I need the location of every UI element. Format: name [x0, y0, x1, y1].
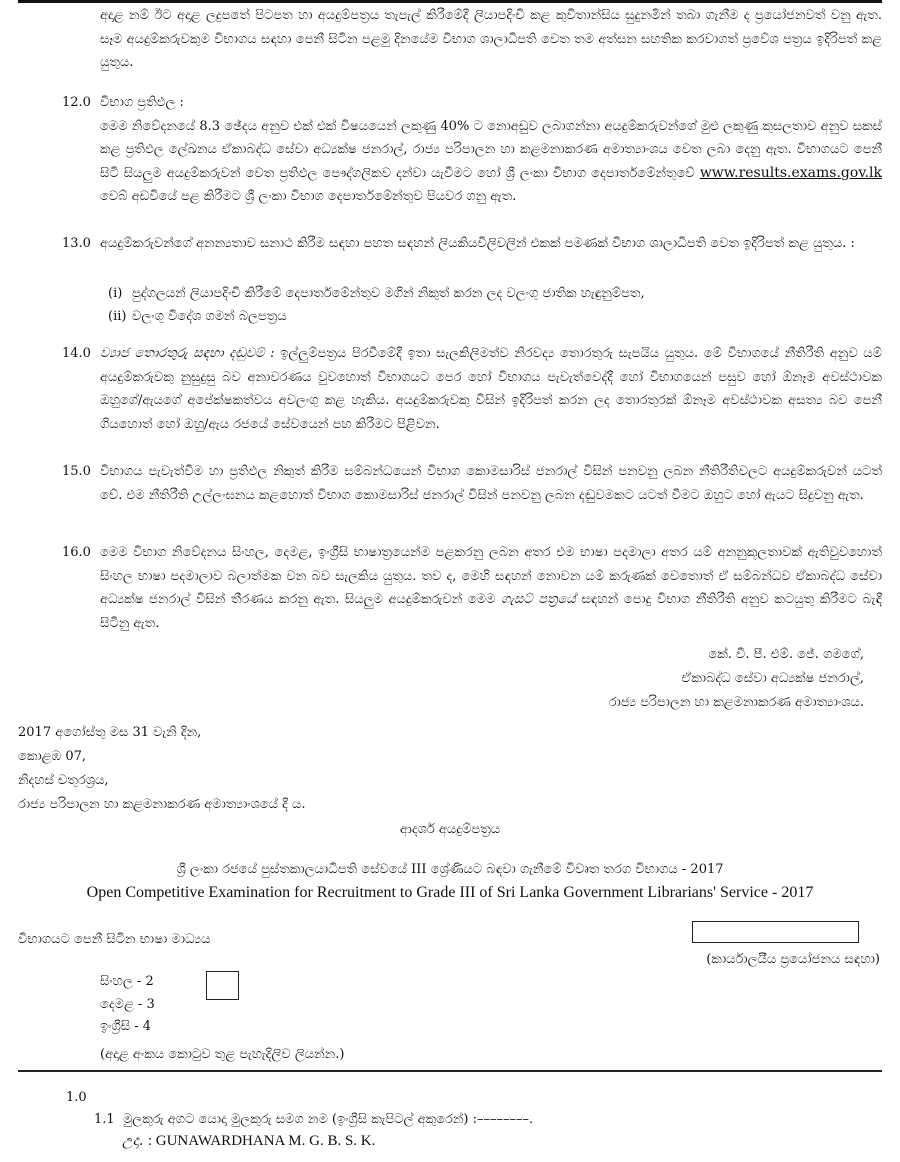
form-divider — [18, 1070, 882, 1072]
exam-title-sinhala: ශ්‍රී ලංකා රජයේ පුස්තකාලයාධිපති සේවයේ III ශ්‍රේණියට බඳවා ගැනීමේ විවෘත තරග විභාගය - 2017 — [176, 862, 724, 877]
issue-city: කොළඹ 07, — [18, 749, 87, 764]
identity-document-list — [108, 282, 645, 328]
office-use-label: (කාර්යාලයීය ප්‍රයෝජනය සඳහා) — [706, 952, 880, 967]
section-rules: විභාගය පැවැත්වීම හා ප්‍රතිඵල නිකුත් කිරීම සම්බන්ධයෙන් විභාග කොමසාරිස් ජනරාල් විසින් පනවනු ලබන නීතිරීතිවලට අයදුම්කරුවන් යටත් වේ. එම නීතිරීති උල්ලංඝනය කළහොත් විභාග කොමසාරිස් ජනරාල් විසින් පනවනු ලබන දඬුවමකට යටත් වීමට ඔහුට හෝ ඇයට සිදුවනු ඇත. — [100, 464, 882, 503]
signatory-title: ඒකාබද්ධ සේවා අධ්‍යක්ෂ ජනරාල්, — [681, 671, 864, 686]
language-tamil: දෙමළ - 3 — [100, 996, 155, 1012]
section-text: ඉල්ලුම්පත්‍රය පිරවීමේදී ඉතා සැලකිලිමත්ව නිරවද්‍ය තොරතුරු සැපයිය යුතුය. මේ විභාගයේ නීතිරීති අනුව යම් අයදුම්කරුවකු නුසුදුසු බව අනාවරණය වුවහොත් විභාගයට පෙර හෝ විභාගය පැවැත්වෙද්දී හෝ විභාගයෙන් පසුව හෝ ඕනෑම අවස්ථාවක ඔහුගේ/ඇයගේ අපේක්ෂකත්වය අවලංගු කළ හැකිය. අයදුම්කරුවකු විසින් ඉදිරිපත් කරන ලද තොරතුරක් ඕනෑම අවස්ථාවක අසත්‍ය බව පෙනී ගියහොත් හෝ ඔහු/ඇය රජයේ සේවයෙන් පහ කිරීමට පිළිවන. — [100, 346, 883, 432]
intro-paragraph: අදාළ නම් ඊට අදාළ ලදුපතේ පිටපත හා අයදුම්පත්‍රය තැපැල් කිරීමේදී ලියාපදිංචි කළ කුවිතාන්සිය සුදුනමින් තබා ගැනීම ද ප්‍රයෝජනවත් වනු ඇත. සෑම අයදුම්කරුවකුම විභාගය සඳහා පෙනී සිටින පළමු දිනයේම විභාග ශාලාධිපති වෙත තම අත්සන සහතික කරවාගත් ප්‍රවේශ පත්‍රය ඉදිරිපත් කළ යුතුය. — [100, 8, 882, 70]
section-number: 15.0 — [62, 464, 91, 479]
section-language: මෙම විභාග නිවේදනය සිංහල, දෙමළ, ඉංග්‍රීසි භාෂාත්‍රයෙන්ම පළකරනු ලබන අතර එම භාෂා පදමාලා අතර යම් අනනුකූලතාවක් ඇතිවුවහොත් සිංහල භාෂා පදමාලාව බලාත්මක වන බව සැලකිය යුතුය. තව ද, මෙහි සඳහන් නොවන යම් කරුණක් වෙතොත් ඒ සම්බන්ධව ඒකාබද්ධ සේවා අධ්‍යක්ෂ ජනරාල් විසින් තීරණය කරනු ඇත. සියලුම අයදුම්කරුවන් මෙම ගැසට් පත්‍රයේ සඳහන් පොදු විභාග නීතිරීති අනුව කටයුතු කිරීමට බැඳී සිටිනු ඇත. — [100, 545, 882, 631]
name-example: උදා. : GUNAWARDHANA M. G. B. S. K. — [122, 1133, 376, 1149]
issue-square: නිදහස් චතුරශ්‍රය, — [18, 773, 109, 788]
list-item: (i) පුද්ගලයන් ලියාපදිංචි කිරීමේ දෙපාර්තමේන්තුව මගින් නිකුත් කරන ලද වලංගු ජාතික හැඳුනුම්පත, — [108, 286, 645, 301]
section-text: මෙම නිවේදනයේ 8.3 ඡේදය අනුව එක් එක් විෂයයෙන් ලකුණු 40% ට නොඅඩුව ලබාගන්නා අයදුම්කරුවන්ගේ මුළු ලකුණු කුසලතාව අනුව සකස් කළ ප්‍රතිඵල ලේඛනය ඒකාබද්ධ සේවා අධ්‍යක්ෂ ජනරාල්, රාජ්‍ය පරිපාලන හා කළමනාකරණ අමාත්‍යාංශය වෙත ලබා දෙනු ඇත. විභාගයට පෙනී සිටි සියලුම අයදුම්කරුවන් වෙත ප්‍රතිඵල පෞද්ගලිකව දන්වා යැවීමට හෝ ශ්‍රී ලංකා විභාග දෙපාර්තමේන්තුවේ — [100, 118, 882, 181]
section-number: 14.0 — [62, 346, 91, 361]
signatory-ministry: රාජ්‍ය පරිපාලන හා කළමනාකරණ අමාත්‍යාංශය. — [608, 695, 864, 710]
section-heading: විභාග ප්‍රතිඵල : — [100, 95, 184, 110]
signatory-name: කේ. වී. පී. එම්. ජේ. ගමගේ, — [708, 647, 864, 662]
number-instruction: (අදාළ අංකය කොටුව තුළ පැහැදිලිව ලියන්න.) — [100, 1047, 345, 1062]
language-options — [100, 971, 155, 1039]
exam-title-english: Open Competitive Examination for Recruitment to Grade III of Sri Lanka Government Librarians' Service - 2017 — [86, 884, 814, 901]
signature-block — [609, 643, 864, 715]
section-text-after: වෙබ් අඩවියේ පළ කිරීමට ශ්‍රී ලංකා විභාග දෙපාර්තමේන්තුව පියවර ගනු ඇත. — [100, 189, 517, 204]
list-item: (ii) වලංගු විදේශ ගමන් බලපත්‍රය — [108, 309, 287, 324]
results-link[interactable]: www.results.exams.gov.lk — [699, 164, 882, 181]
office-use-box — [692, 921, 859, 943]
model-form-title: ආදර්ශ අයදුම්පත්‍රය — [399, 822, 501, 837]
medium-number-box[interactable] — [206, 971, 239, 1000]
issue-date: 2017 අගෝස්තු මස 31 වැනි දින, — [18, 725, 202, 740]
name-question: 1.1 මුලකුරු අගට යොදා මුලකුරු සමග නම (ඉංග්‍රීසි කැපිටල් අකුරෙන්) :––––––––. — [94, 1112, 534, 1127]
section-number: 13.0 — [62, 236, 91, 251]
section-heading: ව්‍යාජ තොරතුරු සඳහා දඬුවම් : — [100, 346, 275, 361]
section-identity: අයදුම්කරුවන්ගේ අනන්‍යතාව සනාථ කිරීම සඳහා පහත සඳහන් ලියකියවිලිවලින් එකක් පමණක් විභාග ශාලාධිපති වෙත ඉදිරිපත් කළ යුතුය. : — [100, 236, 855, 251]
section-results — [100, 91, 882, 209]
section-penalty — [100, 342, 882, 436]
language-english: ඉංග්‍රීසි - 4 — [100, 1019, 152, 1034]
top-rule — [18, 0, 882, 3]
place-date-block — [18, 721, 306, 817]
medium-label: විභාගයට පෙනී සිටින භාෂා මාධ්‍යය — [18, 932, 211, 947]
section-number: 12.0 — [62, 95, 91, 110]
language-sinhala: සිංහල - 2 — [100, 974, 154, 989]
form-section-number: 1.0 — [66, 1090, 87, 1105]
issue-office: රාජ්‍ය පරිපාලන හා කළමනාකරණ අමාත්‍යාංශයේ දී ය. — [18, 797, 306, 812]
section-number: 16.0 — [62, 545, 91, 560]
